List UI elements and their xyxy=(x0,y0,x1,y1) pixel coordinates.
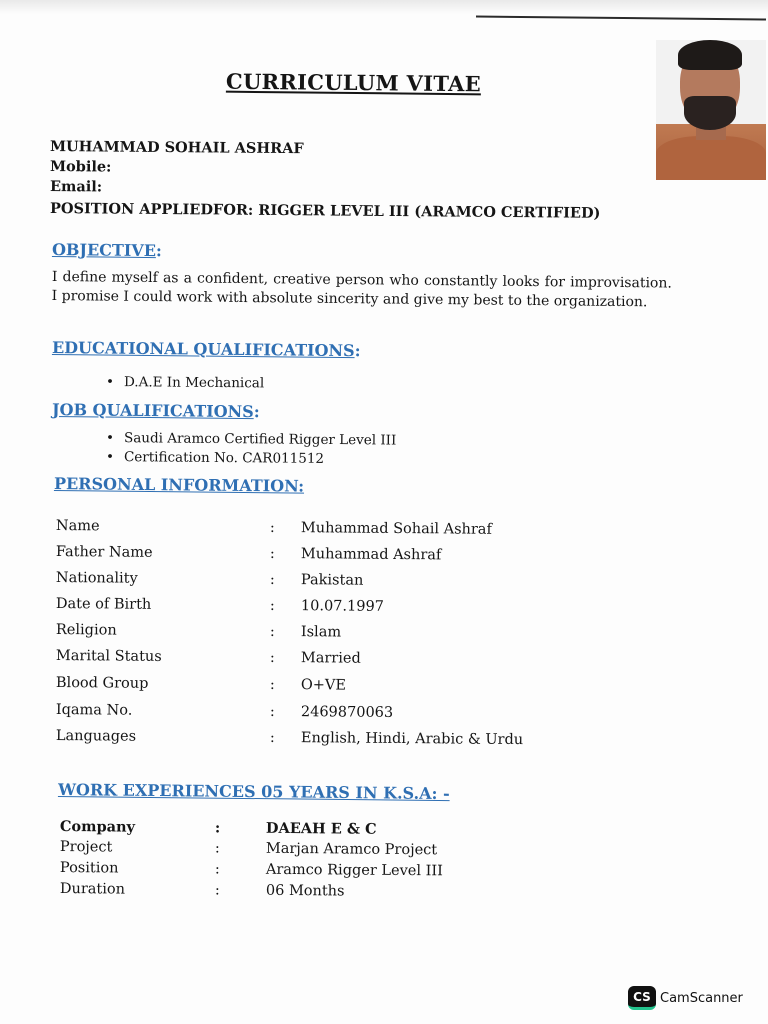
job-item: • Certification No. CAR011512 xyxy=(105,449,325,467)
personal-heading: PERSONAL INFORMATION: xyxy=(53,474,305,496)
objective-text: I define myself as a confident, creative person who constantly looks for improvisation. I promise I could work with absolute sincerity and give my best to the organization. xyxy=(51,268,672,311)
cv-page: CURRICULUM VITAE MUHAMMAD SOHAIL ASHRAF Mobile: Email: POSITION APPLIEDFOR: RIGGER LEVEL III (ARAMCO CERTIFIED) OBJECTIVE: I define myself as a confident, creative person who constantly looks for improvisation. I promise I could work with absolute sincerity and give my best to the organization. EDUCATIONAL QUALIFICATIONS: • D.A.E In Mechanical JOB QUALIFICATIONS: • Saudi Aramco Certified Rigger Level III • Certification No. CAR011512 PERSONAL INFORMATION: Name : Muhammad Sohail Ashraf Father Name : Muhammad Ashraf Nationality : Pakistan Date of Birth : 10.07.1997 Religion : Islam Marital Status : Married Blood Group : O+VE Iqama No. : 2469870063 Languages : English, Hindi, Arabic & Urdu WORK EXPERIENCES 05 YEARS IN K.S.A: - Company : DAEAH E & C Project : Marjan Aramco Project Position : Aramco Rigger Level III Duration : 06 Months CS CamScanner xyxy=(0,0,768,1024)
job-heading: JOB QUALIFICATIONS: xyxy=(51,400,260,422)
page-title: CURRICULUM VITAE xyxy=(225,68,482,97)
candidate-name: MUHAMMAD SOHAIL ASHRAF xyxy=(49,138,304,158)
camscanner-watermark xyxy=(628,986,743,1010)
camscanner-label: CamScanner xyxy=(660,990,743,1006)
objective-heading: OBJECTIVE: xyxy=(51,240,162,261)
email-label: Email: xyxy=(49,178,103,196)
job-item: • Saudi Aramco Certified Rigger Level III xyxy=(105,430,397,449)
education-heading: EDUCATIONAL QUALIFICATIONS: xyxy=(51,338,361,361)
position-applied: POSITION APPLIEDFOR: RIGGER LEVEL III (ARAMCO CERTIFIED) xyxy=(49,200,601,222)
mobile-label: Mobile: xyxy=(49,158,112,176)
education-item: • D.A.E In Mechanical xyxy=(105,374,265,392)
work-heading: WORK EXPERIENCES 05 YEARS IN K.S.A: - xyxy=(57,780,450,804)
profile-photo xyxy=(656,40,766,180)
camscanner-logo-icon: CS xyxy=(628,986,656,1010)
scan-edge-shadow xyxy=(0,0,768,14)
top-rule xyxy=(476,15,766,20)
